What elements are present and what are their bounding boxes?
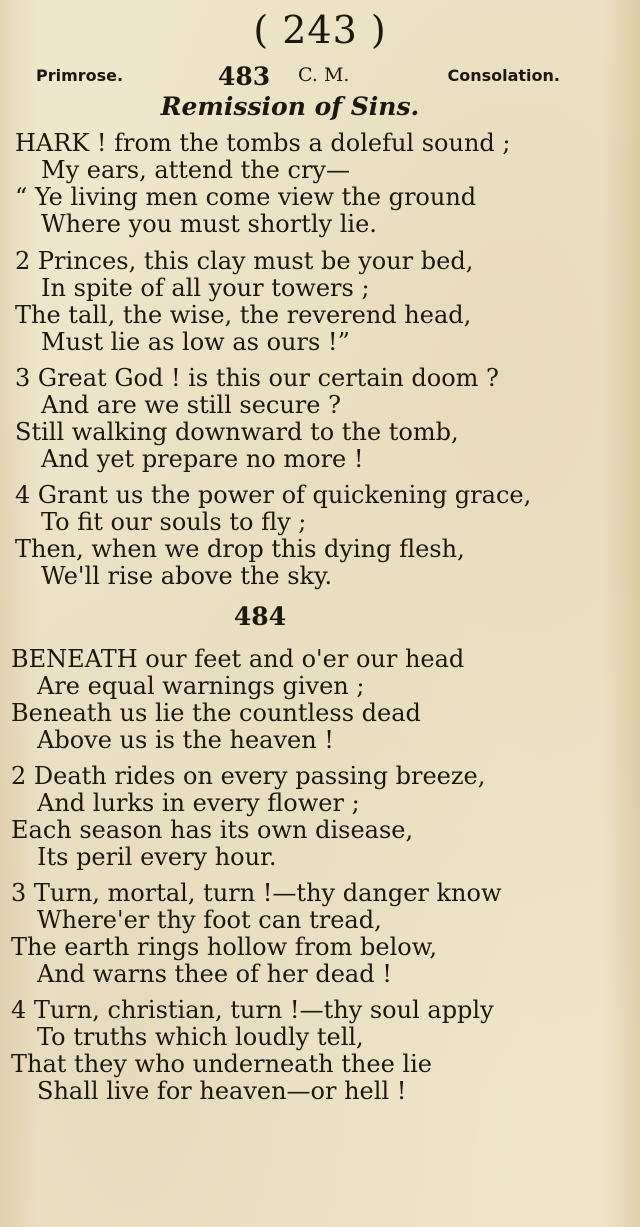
verse-line: Where'er thy foot can tread, — [37, 906, 382, 934]
verse-line: And lurks in every flower ; — [37, 789, 360, 817]
verse-line: Where you must shortly lie. — [41, 210, 377, 238]
verse-line: HARK ! from the tombs a doleful sound ; — [15, 129, 511, 157]
tune-name-right: Consolation. — [447, 66, 560, 85]
meter: C. M. — [298, 64, 350, 86]
verse-line: That they who underneath thee lie — [11, 1050, 432, 1078]
verse-line: 3 Turn, mortal, turn !—thy danger know — [11, 879, 502, 907]
verse-line: BENEATH our feet and o'er our head — [11, 645, 465, 673]
verse-line: 4 Turn, christian, turn !—thy soul apply — [11, 996, 494, 1024]
verse-line: Shall live for heaven—or hell ! — [37, 1077, 407, 1105]
verse-line: Still walking downward to the tomb, — [15, 418, 459, 446]
verse-line: Each season has its own disease, — [11, 816, 414, 844]
verse-line: And are we still secure ? — [41, 391, 341, 419]
verse-line: The earth rings hollow from below, — [11, 933, 438, 961]
verse-line: Must lie as low as ours !” — [41, 328, 350, 356]
verse-line: 4 Grant us the power of quickening grace, — [15, 481, 532, 509]
verse-line: 2 Death rides on every passing breeze, — [11, 762, 486, 790]
verse-line: In spite of all your towers ; — [41, 274, 370, 302]
verse-line: My ears, attend the cry— — [41, 156, 350, 184]
verse-line: 2 Princes, this clay must be your bed, — [15, 247, 474, 275]
tune-name-left: Primrose. — [36, 66, 124, 85]
verse-line: Then, when we drop this dying flesh, — [15, 535, 465, 563]
hymn-number: 484 — [233, 602, 287, 631]
verse-line: Beneath us lie the countless dead — [11, 699, 421, 727]
hymn-header — [30, 62, 560, 92]
verse-line: To fit our souls to fly ; — [41, 508, 307, 536]
verse-line: “ Ye living men come view the ground — [15, 183, 477, 211]
verse-line: We'll rise above the sky. — [41, 562, 333, 590]
verse-line: To truths which loudly tell, — [37, 1023, 364, 1051]
verse-line: The tall, the wise, the reverend head, — [15, 301, 472, 329]
page-number: ( 243 ) — [253, 8, 387, 52]
verse-line: 3 Great God ! is this our certain doom ? — [15, 364, 499, 392]
verse-line: And warns thee of her dead ! — [37, 960, 392, 988]
verse-line: Above us is the heaven ! — [37, 726, 334, 754]
verse-line: Are equal warnings given ; — [37, 672, 365, 700]
hymn-title: Remission of Sins. — [160, 92, 420, 121]
hymn-number: 483 — [218, 62, 271, 91]
verse-line: Its peril every hour. — [37, 843, 277, 871]
verse-line: And yet prepare no more ! — [41, 445, 364, 473]
